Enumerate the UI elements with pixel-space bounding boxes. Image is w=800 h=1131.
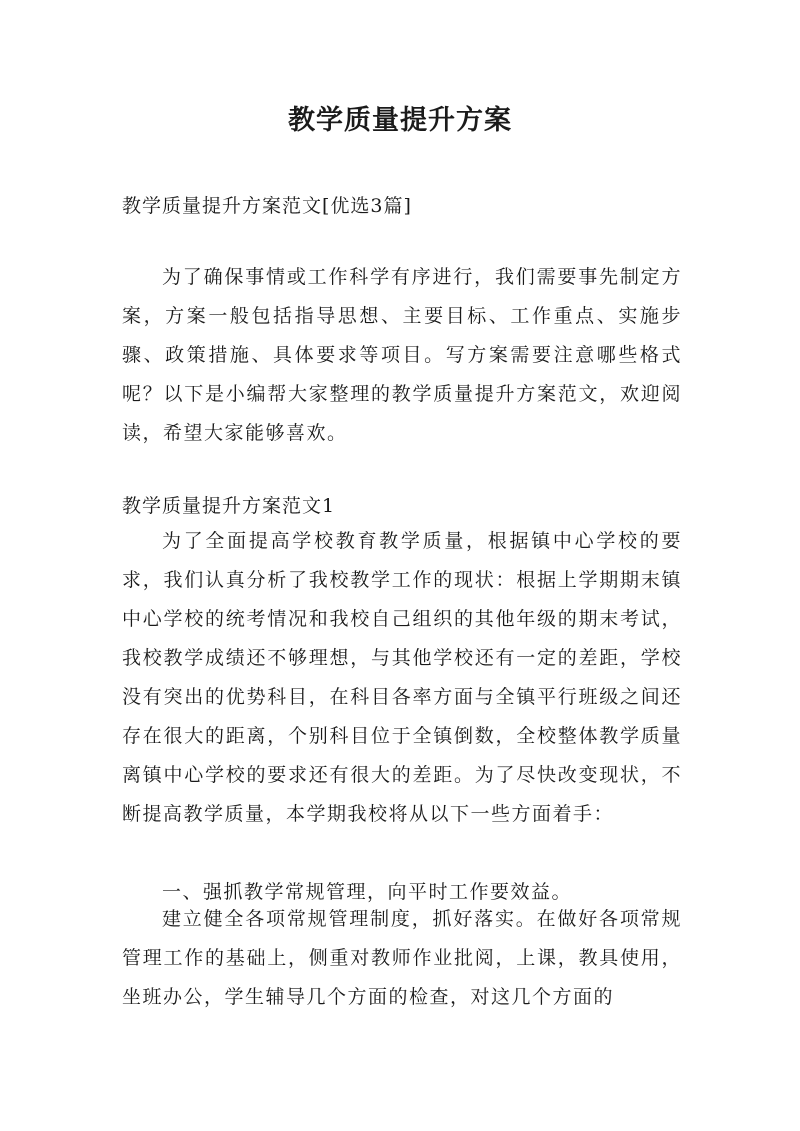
document-subtitle: 教学质量提升方案范文[优选3篇] <box>122 195 412 217</box>
section-paragraph: 为了全面提高学校教育教学质量，根据镇中心学校的要求，我们认真分析了我校教学工作的现状：根据上学期期末镇中心学校的统考情况和我校自己组织的其他年级的期末考试，我校教学成绩还不够理想，与其他学校还有一定的差距，学校没有突出的优势科目，在科目各率方面与全镇平行班级之间还存在很大的距离，个别科目位于全镇倒数，全校整体教学质量离镇中心学校的要求还有很大的差距。为了尽快改变现状，不断提高教学质量，本学期我校将从以下一些方面着手： <box>122 530 682 825</box>
section-point: 一、强抓教学常规管理，向平时工作要效益。 <box>162 881 573 903</box>
section-heading: 教学质量提升方案范文1 <box>122 495 336 517</box>
document-title: 教学质量提升方案 <box>288 105 512 136</box>
intro-paragraph: 为了确保事情或工作科学有序进行，我们需要事先制定方案，方案一般包括指导思想、主要目标、工作重点、实施步骤、政策措施、具体要求等项目。写方案需要注意哪些格式呢？以下是小编帮大家整理的教学质量提升方案范文，欢迎阅读，希望大家能够喜欢。 <box>122 266 682 444</box>
section-paragraph: 建立健全各项常规管理制度，抓好落实。在做好各项常规管理工作的基础上，侧重对教师作业批阅，上课，教具使用，坐班办公，学生辅导几个方面的检查，对这几个方面的 <box>122 908 682 1008</box>
